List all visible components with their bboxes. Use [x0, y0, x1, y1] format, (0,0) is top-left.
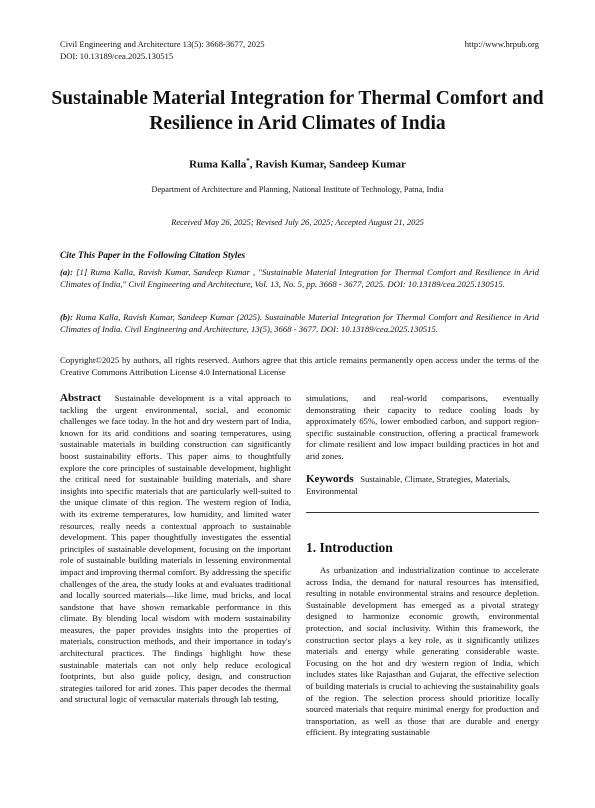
- author-names-rest: , Ravish Kumar, Sandeep Kumar: [249, 158, 406, 171]
- introduction-text: As urbanization and industrialization continue to accelerate across India, the demand for natural resources has intensified, resulting in notable environmental strains and resource depletion. Sustainable development has emerged as a pivotal strategy designed to harmonize economic growth, environmental protection, and social inclusivity. Within this framework, the construction sector plays a key role, as it significantly utilizes materials and energy while generating considerable waste. Focusing on the hot and dry western region of India, which includes states like Rajasthan and Gujarat, the effective selection of building materials is crucial to achieving the sustainability goals of the region. The selection process should prioritize locally sourced materials that require minimal energy for production and transportation, as well as those that are durable and energy efficient. By integrating sustainable: [306, 565, 539, 738]
- abstract-block: [60, 393, 291, 706]
- running-header: [60, 38, 539, 62]
- copyright-notice: Copyright©2025 by authors, all rights reserved. Authors agree that this article remains permanently open access under the terms of the Creative Commons Attribution License 4.0 International License: [60, 355, 539, 377]
- keywords-block: [306, 474, 539, 497]
- keywords-heading: Keywords: [306, 473, 354, 485]
- citation-a-text: [1] Ruma Kalla, Ravish Kumar, Sandeep Kumar , "Sustainable Material Integration for Thermal Comfort and Resilience in Arid Climates of India," Civil Engineering and Architecture, Vol. 13, No. 5, pp. 3668 - 3677, 2025. DOI: 10.13189/cea.2025.130515.: [60, 267, 539, 289]
- journal-line: Civil Engineering and Architecture 13(5): 3668-3677, 2025: [60, 39, 265, 49]
- citation-style-a: [60, 266, 539, 290]
- corresponding-mark: *: [246, 157, 250, 165]
- section-divider: [306, 512, 539, 513]
- introduction-heading: 1. Introduction: [306, 540, 393, 555]
- citation-a-label: (a):: [60, 267, 74, 277]
- journal-url[interactable]: http://www.hrpub.org: [464, 39, 539, 49]
- doi-line: DOI: 10.13189/cea.2025.130515: [60, 51, 174, 61]
- paper-title: Sustainable Material Integration for Thermal Comfort and Resilience in Arid Climates of India: [51, 88, 544, 134]
- abstract-heading: Abstract: [60, 392, 101, 404]
- affiliation: Department of Architecture and Planning, National Institute of Technology, Patna, India: [151, 185, 444, 194]
- keywords-text: Sustainable, Climate, Strategies, Materials, Environmental: [306, 474, 511, 496]
- author-list: [0, 157, 595, 171]
- author-name: Ruma Kalla: [189, 158, 247, 171]
- citation-heading: Cite This Paper in the Following Citation Styles: [60, 251, 246, 261]
- abstract-continued: simulations, and real-world comparisons, eventually demonstrating their capacity to reduce cooling loads by approximately 65%, lower embodied carbon, and support region-specific sustainable construction, offering a practical framework for climate resilient and low impact building practices in hot and arid zones.: [306, 393, 539, 461]
- citation-style-b: [60, 311, 539, 335]
- abstract-text: Sustainable development is a vital approach to tackling the urgent environmental, social, and economic challenges we face today. In the hot and dry western part of India, known for its arid conditions and soaring temperatures, using sustainable materials in building construction can significantly boost sustainability efforts. This paper aims to thoughtfully explore the core principles of sustainable development, highlight the critical need for sustainable building materials, and share insights into specific materials that are particularly well-suited to the unique climate of this region. The western region of India, with its extreme temperatures, low humidity, and limited water resources, really needs a contextual approach to sustainable development. This paper thoughtfully investigates the essential principles of sustainable development, focusing on the important role of sustainable building materials in lessening environmental impact and improving thermal comfort. By addressing the specific challenges of the area, the study looks at and evaluates traditional and locally sourced materials—like lime, mud bricks, and local sandstone that have shown remarkable performance in this climate. By blending local wisdom with modern sustainability measures, the paper provides insights into the properties of materials, construction methods, and their importance in today's architectural practices. The findings highlight how these sustainable materials can not only help reduce ecological footprints, but also guide policy, design, and construction strategies tailored for arid zones. This paper decodes the thermal and structural logic of vernacular materials through lab testing,: [60, 393, 292, 705]
- citation-b-label: (b):: [60, 312, 74, 322]
- citation-b-text: Ruma Kalla, Ravish Kumar, Sandeep Kumar (2025). Sustainable Material Integration for Thermal Comfort and Resilience in Arid Climates of India. Civil Engineering and Architecture, 13(5), 3668 - 3677. DOI: 10.13189/cea.2025.130515.: [60, 312, 539, 334]
- submission-dates: Received May 26, 2025; Revised July 26, 2025; Accepted August 21, 2025: [171, 217, 424, 227]
